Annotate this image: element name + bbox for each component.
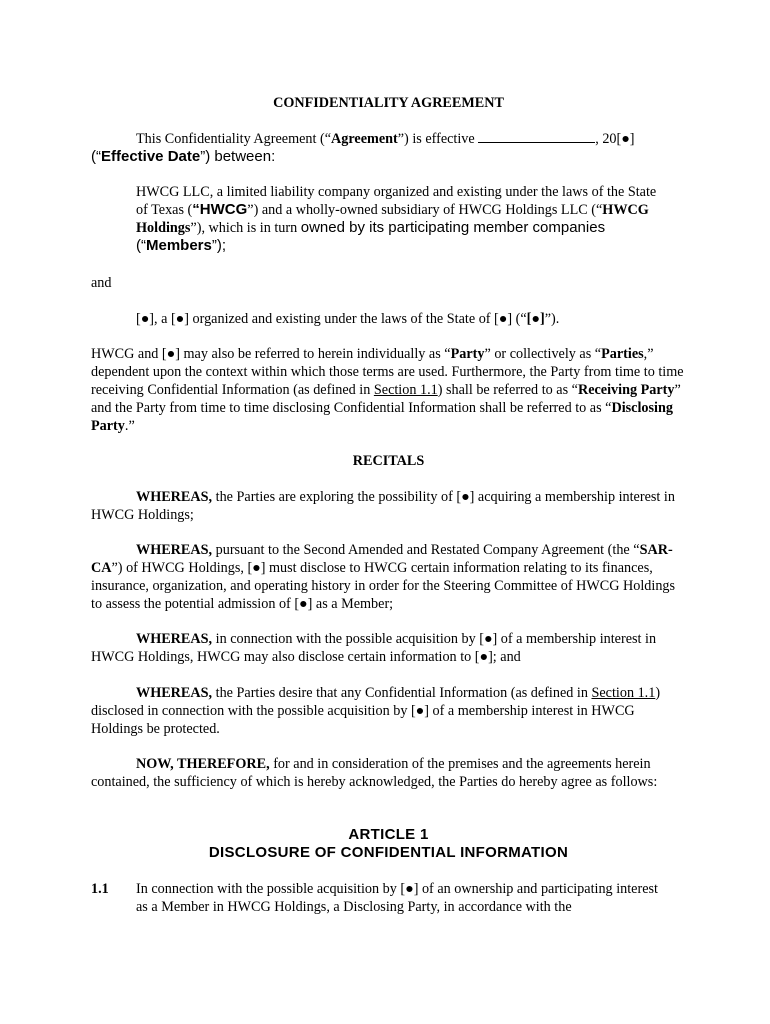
effective-date-blank [478,131,595,143]
article-number: ARTICLE 1 [348,826,429,843]
recital-3: WHEREAS, in connection with the possible acquisition by [●] of a membership interest in HWCG Holdings, HWCG may also disclose certain information to [●]; and [91,631,657,665]
document-title: CONFIDENTIALITY AGREEMENT [273,95,504,111]
recital-2: WHEREAS, pursuant to the Second Amended and Restated Company Agreement (the “SAR-CA”) of HWCG Holdings, [●] must disclose to HWCG certain information relating to its finances, insurance, organization, and operating history in order for the Steering Committee of HWCG Holdings to assess the potential admission of [●] as a Member; [91,542,676,612]
definitions-paragraph: HWCG and [●] may also be referred to herein individually as “Party” or collectively as “Parties,” dependent upon the context within which those terms are used. Furthermore, the Party from time to time receiving Confidential Information (as defined in Section 1.1) shall be referred to as “Receiving Party” and the Party from time to time disclosing Confidential Information shall be referred to as “Disclosing Party.” [91,346,684,434]
article-heading [91,826,686,862]
now-therefore-paragraph: NOW, THEREFORE, for and in consideration of the premises and the agreements herein contained, the sufficiency of which is hereby acknowledged, the Parties do hereby agree as follows: [91,756,658,790]
recital-1: WHEREAS, the Parties are exploring the possibility of [●] acquiring a membership interest in HWCG Holdings; [91,489,675,523]
section-1-1-text: In connection with the possible acquisition by [●] of an ownership and participating interest as a Member in HWCG Holdings, a Disclosing Party, in accordance with the [136,881,658,915]
party-hwcg: HWCG LLC, a limited liability company organized and existing under the laws of the State of Texas (“HWCG”) and a wholly-owned subsidiary of HWCG Holdings LLC (“HWCG Holdings”), which is in turn owned by its participating member companies (“Members”); [136,184,657,254]
section-number: 1.1 [91,881,109,897]
section-ref-link: Section 1.1 [373,382,438,398]
recitals-heading: RECITALS [352,453,425,469]
and-text: and [91,275,112,291]
section-ref-link: Section 1.1 [591,685,656,701]
party-counterparty: [●], a [●] organized and existing under the laws of the State of [●] (“[●]”). [136,311,560,327]
intro-paragraph: This Confidentiality Agreement (“Agreement”) is effective , 20[●] (“Effective Date”) between: [91,131,635,165]
recital-4: WHEREAS, the Parties desire that any Confidential Information (as defined in Section 1.1) disclosed in connection with the possible acquisition by [●] of a membership interest in HWCG Holdings be protected. [91,685,661,737]
article-title: DISCLOSURE OF CONFIDENTIAL INFORMATION [208,844,569,861]
